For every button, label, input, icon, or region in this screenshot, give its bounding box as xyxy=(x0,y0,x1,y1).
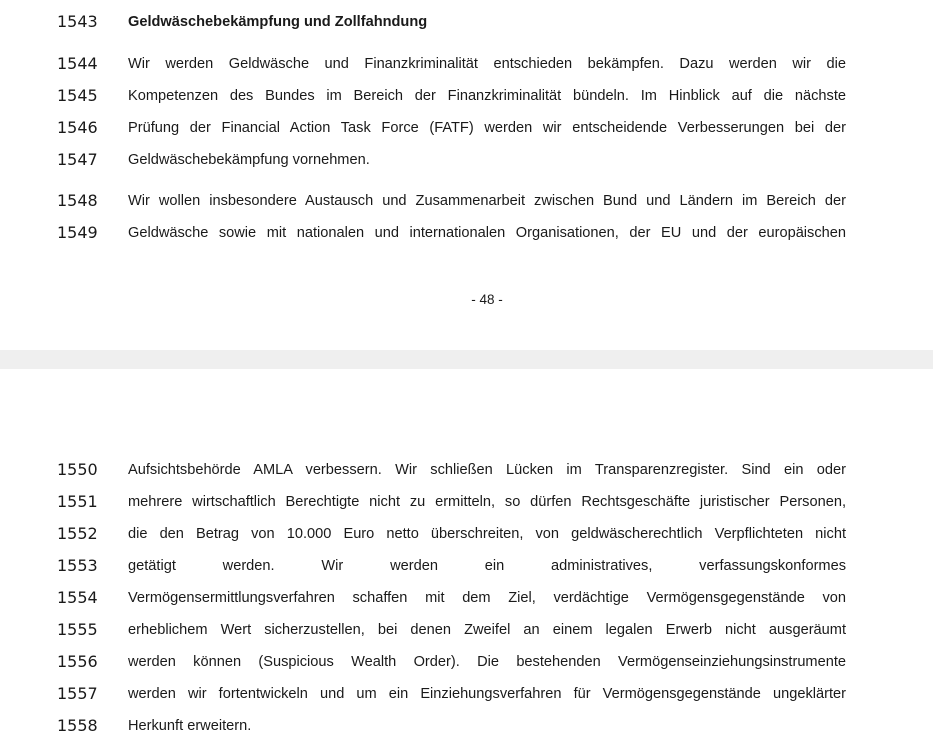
line-number: 1558 xyxy=(57,716,98,735)
document-line xyxy=(0,117,933,139)
line-number: 1547 xyxy=(57,150,98,169)
line-number: 1544 xyxy=(57,54,98,73)
document-line xyxy=(0,683,933,705)
document-page-48 xyxy=(0,0,933,350)
line-number: 1555 xyxy=(57,620,98,639)
page-separator xyxy=(0,350,933,369)
line-text: Geldwäschebekämpfung vornehmen. xyxy=(128,152,370,168)
line-number: 1556 xyxy=(57,652,98,671)
document-page-49 xyxy=(0,369,933,748)
document-line xyxy=(0,715,933,737)
document-line xyxy=(0,222,933,244)
line-text: Prüfung der Financial Action Task Force (FATF) werden wir entscheidende Verbesserungen bei der xyxy=(128,120,846,136)
document-line xyxy=(0,555,933,577)
line-text: werden können (Suspicious Wealth Order). Die bestehenden Vermögenseinziehungsinstrumente xyxy=(128,654,846,670)
line-number: 1550 xyxy=(57,460,98,479)
line-number: 1554 xyxy=(57,588,98,607)
document-line xyxy=(0,619,933,641)
line-text: erheblichem Wert sicherzustellen, bei denen Zweifel an einem legalen Erwerb nicht ausgeräumt xyxy=(128,622,846,638)
document-line xyxy=(0,587,933,609)
line-number: 1557 xyxy=(57,684,98,703)
document-line xyxy=(0,11,933,33)
line-number: 1546 xyxy=(57,118,98,137)
line-number: 1552 xyxy=(57,524,98,543)
document-line xyxy=(0,149,933,171)
document-line xyxy=(0,459,933,481)
line-text: getätigt werden. Wir werden ein administratives, verfassungskonformes xyxy=(128,558,846,574)
line-text: werden wir fortentwickeln und um ein Einziehungsverfahren für Vermögensgegenstände ungeklärter xyxy=(128,686,846,702)
page-number: - 48 - xyxy=(471,292,503,307)
line-text: Aufsichtsbehörde AMLA verbessern. Wir schließen Lücken im Transparenzregister. Sind ein oder xyxy=(128,462,846,478)
document-line xyxy=(0,190,933,212)
document-line xyxy=(0,523,933,545)
line-text: Wir wollen insbesondere Austausch und Zusammenarbeit zwischen Bund und Ländern im Bereich der xyxy=(128,193,846,209)
line-text: Vermögensermittlungsverfahren schaffen mit dem Ziel, verdächtige Vermögensgegenstände von xyxy=(128,590,846,606)
line-text: Geldwäsche sowie mit nationalen und internationalen Organisationen, der EU und der europäischen xyxy=(128,225,846,241)
document-line xyxy=(0,53,933,75)
document-line xyxy=(0,85,933,107)
line-text: mehrere wirtschaftlich Berechtigte nicht zu ermitteln, so dürfen Rechtsgeschäfte juristischer Personen, xyxy=(128,494,846,510)
line-number: 1545 xyxy=(57,86,98,105)
line-number: 1549 xyxy=(57,223,98,242)
line-text: die den Betrag von 10.000 Euro netto überschreiten, von geldwäscherechtlich Verpflichteten nicht xyxy=(128,526,846,542)
line-number: 1543 xyxy=(57,12,98,31)
line-number: 1548 xyxy=(57,191,98,210)
document-line xyxy=(0,491,933,513)
line-text: Wir werden Geldwäsche und Finanzkriminalität entschieden bekämpfen. Dazu werden wir die xyxy=(128,56,846,72)
document-line xyxy=(0,651,933,673)
line-number: 1553 xyxy=(57,556,98,575)
line-number: 1551 xyxy=(57,492,98,511)
section-heading: Geldwäschebekämpfung und Zollfahndung xyxy=(128,14,428,30)
line-text: Kompetenzen des Bundes im Bereich der Finanzkriminalität bündeln. Im Hinblick auf die nächste xyxy=(128,88,846,104)
line-text: Herkunft erweitern. xyxy=(128,718,252,734)
